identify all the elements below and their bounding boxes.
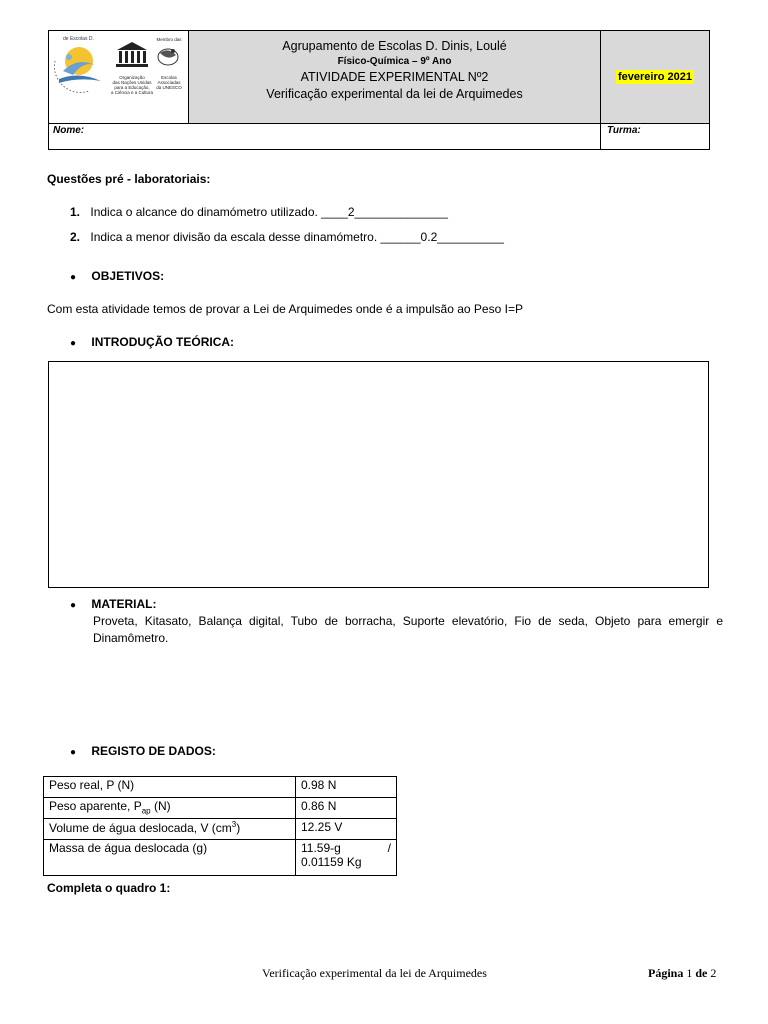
row-label: Peso aparente, $P_{ap}$ (N) bbox=[44, 798, 296, 819]
name-label: Nome: bbox=[53, 125, 85, 136]
class-field[interactable] bbox=[601, 124, 709, 149]
intro-text-box[interactable] bbox=[48, 361, 709, 588]
member-text-4: da UNESCO bbox=[156, 85, 182, 90]
question-1 bbox=[70, 205, 448, 219]
class-label: Turma: bbox=[607, 125, 641, 136]
table-row bbox=[44, 798, 397, 819]
unesco-text-3: para a Educação, bbox=[114, 85, 150, 90]
row-value[interactable]: 11.59-g / 0.01159 Kg bbox=[296, 840, 397, 876]
logo-text-top: de Escolas D. bbox=[63, 36, 94, 42]
row-label: Peso real, P (N) bbox=[44, 777, 296, 798]
question-1-number: 1. bbox=[70, 205, 81, 219]
material-line-2: Dinamômetro. bbox=[93, 631, 169, 645]
member-text-1: Membro das bbox=[156, 37, 182, 42]
objectives-text: Com esta atividade temos de provar a Lei de Arquimedes onde é a impulsão ao Peso I=P bbox=[47, 302, 523, 316]
unesco-text-2: das Nações Unidas bbox=[112, 80, 152, 85]
row-value[interactable]: 12.25 V bbox=[296, 819, 397, 840]
table-row bbox=[44, 819, 397, 840]
name-field[interactable] bbox=[49, 124, 601, 149]
material-line-1: Proveta, Kitasato, Balança digital, Tubo de borracha, Suporte elevatório, Fio de seda, Objeto para emergir e bbox=[93, 614, 723, 628]
school-logos bbox=[49, 31, 189, 124]
page-number bbox=[648, 966, 716, 981]
header-table bbox=[48, 30, 710, 150]
table-row bbox=[44, 777, 397, 798]
questions-heading: Questões pré - laboratoriais: bbox=[47, 172, 211, 186]
question-2-number: 2. bbox=[70, 230, 81, 244]
row-label: Volume de água deslocada, V $(cm^3)$ bbox=[44, 819, 296, 840]
asp-network-icon bbox=[155, 45, 181, 69]
page-total: 2 bbox=[710, 966, 717, 980]
data-record-heading: REGISTO DE DADOS: bbox=[91, 744, 216, 758]
data-record-section bbox=[70, 744, 216, 758]
date-highlight: fevereiro 2021 bbox=[618, 71, 692, 83]
material-section bbox=[70, 597, 157, 611]
material-heading: MATERIAL: bbox=[91, 597, 157, 611]
row-value[interactable]: 0.98 N bbox=[296, 777, 397, 798]
question-1-text: Indica o alcance do dinamómetro utilizado. ____2______________ bbox=[90, 205, 448, 219]
row-value[interactable]: 0.86 N bbox=[296, 798, 397, 819]
table-row bbox=[44, 840, 397, 876]
member-text-2: Escolas bbox=[161, 75, 177, 80]
of-word: de bbox=[695, 966, 708, 980]
question-2-text: Indica a menor divisão da escala desse dinamómetro. ______0.2__________ bbox=[90, 230, 504, 244]
material-list bbox=[93, 613, 723, 647]
intro-heading: INTRODUÇÃO TEÓRICA: bbox=[91, 335, 235, 349]
school-name: Agrupamento de Escolas D. Dinis, Loulé bbox=[282, 39, 507, 53]
material-bullet: ● bbox=[70, 600, 77, 611]
intro-section bbox=[70, 335, 234, 349]
unesco-text-4: a Ciência e a Cultura bbox=[110, 90, 154, 95]
objectives-section bbox=[70, 269, 164, 283]
page-word: Página bbox=[648, 966, 684, 980]
data-table bbox=[43, 776, 397, 876]
objectives-bullet: ● bbox=[70, 272, 77, 283]
activity-title: ATIVIDADE EXPERIMENTAL Nº2 bbox=[300, 70, 489, 84]
intro-bullet: ● bbox=[70, 338, 77, 349]
objectives-heading: OBJETIVOS: bbox=[91, 269, 165, 283]
page-current: 1 bbox=[686, 966, 693, 980]
footer-title: Verificação experimental da lei de Arquimedes bbox=[262, 966, 487, 980]
unesco-text-1: Organização bbox=[119, 75, 145, 80]
row-label: Massa de água deslocada (g) bbox=[44, 840, 296, 876]
question-2 bbox=[70, 230, 504, 244]
header-title-cell bbox=[189, 31, 601, 124]
unesco-temple-icon bbox=[115, 41, 149, 69]
document-title: Verificação experimental da lei de Arquimedes bbox=[266, 87, 523, 101]
data-record-bullet: ● bbox=[70, 747, 77, 758]
subject-line: Físico-Química – 9º Ano bbox=[337, 56, 452, 67]
date-cell bbox=[601, 31, 709, 124]
table-caption: Completa o quadro 1: bbox=[47, 881, 171, 895]
member-text-3: Associadas bbox=[157, 80, 181, 85]
